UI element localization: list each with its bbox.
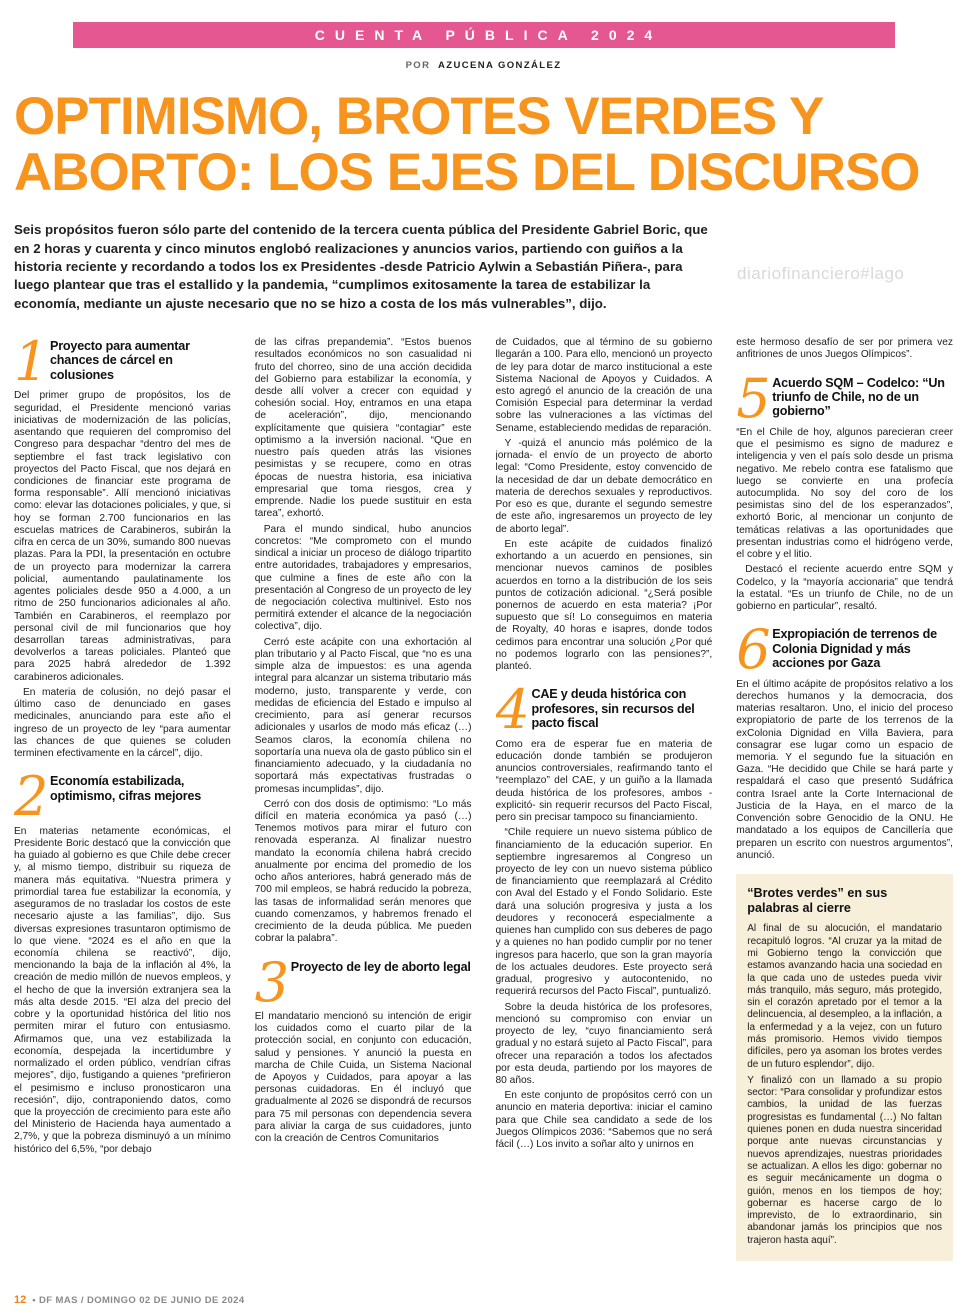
- body-paragraph: Destacó el reciente acuerdo entre SQM y Codelco, y la “mayoría accionaria” que tendrá la estatal. “Es un triunfo de Chile, no de un gobierno en particular”, resaltó.: [736, 564, 953, 613]
- body-paragraph: de las cifras prepandemia”. “Estos buenos resultados económicos no son casualidad ni fruto del chorreo, sino de una acción decidida del Gobierno para estabilizar la economía, y desde allí volver a crecer con equidad y cohesión social. Hoy, entramos en una etapa de aceleración”, dijo, mencionando explícitamente que quisiera “contagiar” este optimismo a la inversión nacional. “Que en nuestro país queden atrás las visiones pesimistas y se recupere, como en otras épocas de nuestra historia, esa iniciativa empresarial que toma riesgos, crea y emprende. Nadie los puede sustituir en esta tarea”, exhortó.: [254, 337, 472, 520]
- closing-box-paragraph: Al final de su alocución, el mandatario recapituló logros. “Al cruzar ya la mitad de mi Gobierno tengo la convicción que estamos avanzando hacia una sociedad en la que cada uno de ustedes pueda vivir más tranquilo, más seguro, más protegido, sin el corazón apretado por el temor a la delincuencia, al desempleo, a la inflación, a la enfermedad y a la vejez, con un futuro más promisorio. Hemos vivido tiempos difíciles, pero ya asoman los brotes verdes de un futuro esplendor”, dijo.: [747, 923, 942, 1070]
- section-title: Economía estabilizada, optimismo, cifras mejores: [50, 774, 202, 803]
- article-columns: [14, 337, 953, 1265]
- section-number: 6: [736, 618, 771, 682]
- footer-page-number: 12: [14, 1294, 27, 1306]
- body-paragraph: Y -quizá el anuncio más polémico de la jornada- el envío de un proyecto de aborto legal: “Como Presidente, estoy convencido de la necesidad de dar un debate democrático en materia de derechos sexuales y reproductivos. Por eso es que, durante el segundo semestre de este año, ingresaremos un proyecto de ley de aborto legal”.: [495, 437, 713, 535]
- body-paragraph: En el último acápite de propósitos relativo a los derechos humanos y la democracia, dos materias resaltaron. Uno, el inicio del proceso expropiatorio de parte de los terrenos de la exColonia Dignidad en Villa Baviera, para consagrar ese lugar como un espacio de memoria. Y el segundo fue la situación en Gaza. “He decidido que Chile se hará parte y respaldará el caso que presentó Sudáfrica contra Israel ante la Corte Internacional de Justicia de la Haya, en el marco de la Convención sobre Genocidio de la ONU. He mandatado a los equipos de Cancillería que preparen un escrito con nuestros argumentos”, anunció.: [736, 678, 953, 861]
- page-footer: [14, 1294, 245, 1306]
- body-paragraph: este hermoso desafío de ser por primera vez anfitriones de unos Juegos Olímpicos”.: [736, 337, 953, 361]
- section-title: Proyecto para aumentar chances de cárcel en colusiones: [50, 339, 190, 382]
- body-paragraph: En este acápite de cuidados finalizó exhortando a un acuerdo en pensiones, sin mencionar nuevos caminos de posibles acuerdos en torno a la distribución de los seis puntos de cotización adicional. “¿Será posible ponernos de acuerdo en esta materia? ¡Por supuesto que sí! Lo conseguimos en materia de Royalty, 40 horas e isapres, donde todos cedimos para encontrar una solución ¿Por qué no podemos lograrlo con las pensiones?”, planteó.: [495, 538, 713, 673]
- watermark-text: diariofinanciero#lago: [737, 264, 905, 283]
- headline-line-2: ABORTO: LOS EJES DEL DISCURSO: [14, 143, 920, 203]
- body-paragraph: Cerró con dos dosis de optimismo: “Lo más difícil en materia económica ya pasó (…) Tenemos motivos para mirar el futuro con renovada esperanza. Al finalizar nuestro mandato la economía chilena habrá crecido anualmente por encima del promedio de los ocho años anteriores, habrá generado más de 700 mil empleos, se habrá reducido la pobreza, las tasas de informalidad serán menores que cuando comenzamos, y habremos frenado el crecimiento de la deuda pública. Me pueden cobrar la palabra”.: [254, 798, 472, 945]
- article-column-4: [736, 337, 953, 1265]
- section-title: Expropiación de terrenos de Colonia Dignidad y más acciones por Gaza: [772, 627, 937, 670]
- lede-paragraph: Seis propósitos fueron sólo parte del contenido de la tercera cuenta pública del Presidente Gabriel Boric, que en 2 horas y cuarenta y cinco minutos englobó realizaciones y anuncios varios, partiendo con guiños a la historia reciente y recordando a todos los ex Presidentes -desde Patricio Aylwin a Sebastián Piñera-, para luego plantear que tras el estallido y la pandemia, “cumplimos exitosamente la tarea de estabilizar la economía, mediante un ajuste necesario que no se hizo a costa de los más vulnerables”, dijo.: [14, 222, 708, 311]
- body-paragraph: “En el Chile de hoy, algunos parecieran creer que el pesimismo es signo de madurez e inteligencia y ven el país solo desde un prisma negativo. Me rebelo contra ese fatalismo que luego se convierte en una profecía autocumplida. No soy del coro de los pesimistas sino del de los esperanzados”, exhortó Boric, al mencionar un conjunto de temáticas relativas a las oportunidades que presentan industrias como el hidrógeno verde, el cobre y el litio.: [736, 426, 953, 561]
- body-paragraph: En materias netamente económicas, el Presidente Boric destacó que la convicción que ha guiado al gobierno es que Chile debe crecer y, al mismo tiempo, distribuir su riqueza de manera más equitativa. “Nuestra primera y primordial tarea fue estabilizar la economía, y aseguramos de no trasladar los costos de este necesario ajuste a las familias”, dijo. Sus diversas expresiones trasuntaron optimismo de lo que viene. “2024 es el año en que la economía chilena se reactivó”, dijo, mencionando la baja de la inflación al 4%, la creación de medio millón de nuevos empleos, y el hecho de que la inversión extranjera sea la más alta desde 2015. “El alza del precio del cobre y la oportunidad histórica del litio nos permiten mirar el futuro con entusiasmo. Afirmamos que, una vez estabilizada la economía, despejada la incertidumbre y normalizado el orden público, vendrían cifras mejores”, dijo, fustigando a quienes “prefirieron el pesimismo e incluso pronosticaron una recesión”, dijo, contraponiendo datos, como que la proyección de crecimiento para este año del Ministerio de Hacienda haya aumentado a 2,7%, y que la pobreza disminuyó a un mínimo histórico del 6,5%, “por debajo: [14, 825, 231, 1155]
- byline-prefix: POR: [405, 60, 431, 71]
- closing-highlight-box: [736, 874, 953, 1261]
- article-column-3: [496, 337, 713, 1265]
- footer-publication-date: • DF MAS / DOMINGO 02 DE JUNIO DE 2024: [32, 1295, 245, 1306]
- section-number: 1: [14, 337, 49, 394]
- body-paragraph: En materia de colusión, no dejó pasar el último caso de denunciado en gases medicinales, anunciando para este año el ingreso de un proyecto de ley “para aumentar las chances de que quienes se coluden terminen efectivamente en la cárcel”, dijo.: [14, 686, 231, 760]
- byline-author: AZUCENA GONZÁLEZ: [438, 60, 562, 71]
- body-paragraph: de Cuidados, que al término de su gobierno llegarán a 100. Para ello, mencionó un proyecto de ley para dotar de marco institucional a este Sistema Nacional de Apoyos y Cuidados. A esto agregó el anuncio de la creación de una Comisión Especial para determinar la verdad sobre las vulneraciones a las víctimas del Sename, estableciendo medidas de reparación.: [495, 337, 713, 434]
- section-number: 5: [736, 366, 771, 430]
- section-heading-6: [736, 618, 953, 682]
- section-heading-5: [736, 366, 953, 430]
- page-title: [14, 89, 953, 201]
- body-paragraph: Como era de esperar fue en materia de educación donde también se produjeron anuncios controversiales, reafirmando tanto el “reemplazo” del CAE, y un guiño a la llamada deuda histórica de los profesores, ambos -explicitó- sin requerir recursos del Pacto Fiscal, pero sin precisar tampoco su financiamiento.: [495, 738, 713, 824]
- section-heading-2: [14, 765, 231, 829]
- kicker-bar: [73, 22, 895, 48]
- closing-box-title: “Brotes verdes” en sus palabras al cierre: [747, 886, 888, 916]
- article-column-1: [14, 337, 231, 1265]
- body-paragraph: Cerró este acápite con una exhortación al plan tributario y al Pacto Fiscal, que “no es una simple alza de impuestos: es una agenda integral para alcanzar un sistema tributario más moderno, justo, transparente y verde, con medidas de eficiencia del Estado e impulso al crecimiento, para así generar recursos adicionales y usarlos de modo más eficaz (…) Seamos claros, la economía chilena no soportaría una nueva ola de gasto público sin el financiamiento adecuado, y la ciudadanía no soportará más expectativas frustradas o promesas incumplidas”, dijo.: [254, 636, 472, 795]
- section-title: Proyecto de ley de aborto legal: [290, 959, 471, 974]
- kicker-text: CUENTA PÚBLICA 2024: [314, 27, 663, 43]
- section-heading-3: [254, 950, 472, 1014]
- closing-box-paragraph: Y finalizó con un llamado a su propio sector: “Para consolidar y profundizar estos cambios, la unidad de las fuerzas progresistas es fundamental (…) No faltan quienes ponen en duda nuestra sinceridad porque ante nuevas circunstancias y nuevos aprendizajes, nuestras prioridades se actualizan. A ellos les digo: gobernar no es seguir mecánicamente un dogma o guión, menos en los tiempos de hoy; gobernar es hacerse cargo de lo imprevisto, de lo extraordinario, sin abandonar jamás los principios que nos trajeron hasta aquí”.: [747, 1074, 942, 1246]
- section-number: 3: [254, 950, 290, 1014]
- body-paragraph: El mandatario mencionó su intención de erigir los cuidados como el cuarto pilar de la protección social, en conjunto con educación, salud y pensiones. Y anunció la puesta en marcha de Chile Cuida, un Sistema Nacional de Apoyos y Cuidados, para apoyar a las personas cuidadoras. En él incluyó que gradualmente al 2026 se dispondrá de recursos para 75 mil personas con dependencia severa para aliviar la carga de sus cuidadores, junto con la creación de Centros Comunitarios: [254, 1010, 472, 1145]
- body-paragraph: Sobre la deuda histórica de los profesores, mencionó su compromiso con enviar un proyecto de ley, “cuyo financiamiento será gradual y no estará sujeto al Pacto Fiscal”, para ofrecer una reparación a todos los afectados por esta deuda, partiendo por los mayores de 80 años.: [495, 1001, 713, 1086]
- body-paragraph: Del primer grupo de propósitos, los de seguridad, el Presidente mencionó varias iniciativas de modernización de las policías, asentando que requieren del compromiso del Congreso para despachar “dentro del mes de septiembre el fast track legislativo con proyectos del Pacto Fiscal, que nos dejará en condiciones de financiar este programa de forma responsable”. Allí mencionó iniciativas como: elevar las dotaciones policiales, y que, si hoy se forman 2.700 funcionarios en las escuelas matrices de Carabineros, subirán la cifra en cerca de un 30%, sumando 800 nuevas plazas. Para la PDI, la presentación en octubre de un proyecto para modernizar la carrera policial, aumentando paulatinamente los agentes policiales desde 950 a 4.000, a un ritmo de 250 funcionarios adicionales al año. También en Carabineros, el reemplazo por personal civil de mil funcionarios que hoy desarrollan tareas administrativas, para devolverlos a tareas policiales. Planteó que para 2025 habrá alrededor de 1.392 carabineros adicionales.: [14, 390, 231, 683]
- headline-line-1: OPTIMISMO, BROTES VERDES Y: [14, 87, 824, 146]
- section-heading-4: [495, 678, 713, 742]
- section-heading-1: [14, 337, 231, 394]
- section-title: CAE y deuda histórica con profesores, sin recursos del pacto fiscal: [531, 687, 695, 731]
- section-title: Acuerdo SQM – Codelco: “Un triunfo de Chile, no de un gobierno”: [772, 375, 945, 419]
- section-number: 4: [495, 678, 530, 742]
- article-column-2: [255, 337, 472, 1265]
- body-paragraph: Para el mundo sindical, hubo anuncios concretos: “Me comprometo con el mundo sindical a iniciar un proceso de diálogo tripartito entre autoridades, trabajadores y empresarios, que culmine a fines de este año con la presentación al Congreso de un proyecto de ley de negociación colectiva multinivel. Esto nos permitirá extender el alcance de la negociación colectiva”, dijo.: [254, 523, 472, 633]
- body-paragraph: “Chile requiere un nuevo sistema público de financiamiento de la educación superior. En septiembre ingresaremos al Congreso un proyecto de ley con un nuevo sistema público de financiamiento que reemplazará al Crédito con Aval del Estado y el Fondo Solidario. Este dará una solución progresiva y justa a los deudores y reconocerá especialmente a quienes han cumplido con sus deberes de pago y a quienes no han podido cumplir por no tener ingresos para hacerlo, que son la gran mayoría de los actuales deudores. Este proyecto será gradual, progresivo y autocontenido, no requerirá recursos del Pacto Fiscal”, puntualizó.: [495, 827, 713, 998]
- byline: [14, 60, 953, 71]
- body-paragraph: En este conjunto de propósitos cerró con un anuncio en materia deportiva: iniciar el camino para que Chile sea candidato a sede de los Juegos Olímpicos 2036: “Sabemos que no será fácil (…) Los invito a soñar alto y unirnos en: [495, 1090, 713, 1151]
- section-number: 2: [14, 765, 49, 829]
